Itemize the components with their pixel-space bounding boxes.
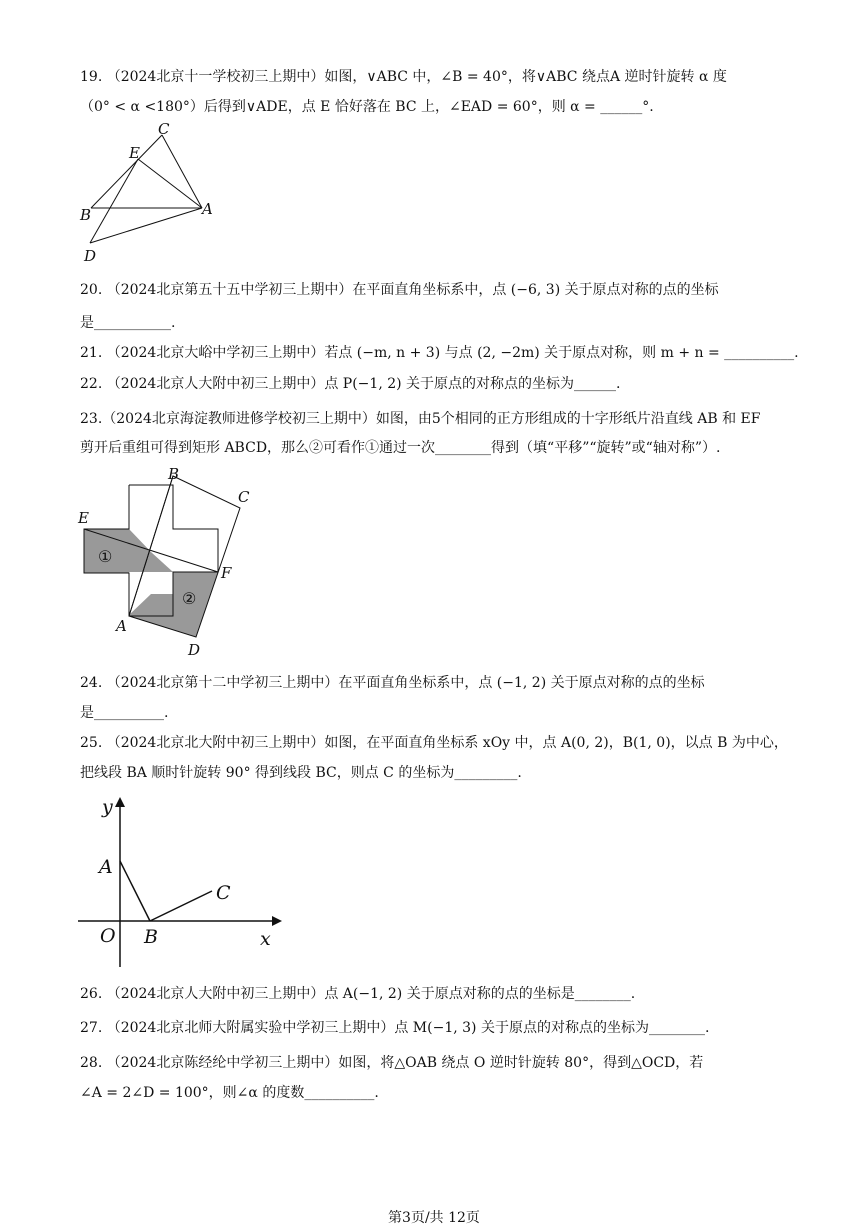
q28-line-1: 28. （2024北京陈经纶中学初三上期中）如图，将△OAB 绕点 O 逆时针旋转 80°，得到△OCD，若	[80, 1055, 704, 1071]
fig25-label-c: C	[216, 882, 231, 904]
fig25-label-y: y	[102, 796, 113, 818]
fig25-x-arrow	[272, 916, 282, 926]
fig19-label-a: A	[202, 200, 213, 218]
fig19-label-c: C	[158, 122, 170, 138]
fig19-triangles	[72, 122, 222, 264]
fig19-line-bc	[91, 135, 162, 208]
fig25-label-x: x	[260, 928, 271, 950]
q25-line-2: 把线段 BA 顺时针旋转 90° 得到线段 BC，则点 C 的坐标为_________.	[80, 765, 522, 781]
fig25-segment-ab	[120, 861, 150, 921]
fig25-coordinate-plane	[72, 795, 292, 970]
q20-line-2: 是___________.	[80, 315, 176, 331]
q20-line-1: 20. （2024北京第五十五中学初三上期中）在平面直角坐标系中，点 (−6, 3) 关于原点对称的点的坐标	[80, 282, 719, 298]
q28-line-2: ∠A = 2∠D = 100°，则∠α 的度数__________.	[80, 1085, 379, 1101]
fig25-label-b: B	[144, 926, 158, 948]
q24-line-2: 是__________.	[80, 705, 169, 721]
fig19-label-d: D	[84, 247, 97, 264]
q24-line-1: 24. （2024北京第十二中学初三上期中）在平面直角坐标系中，点 (−1, 2) 关于原点对称的点的坐标	[80, 675, 705, 691]
fig23-label-circle-1: ①	[98, 547, 113, 566]
fig25-label-a: A	[99, 856, 113, 878]
fig23-label-b: B	[168, 465, 180, 483]
q26-line-1: 26. （2024北京人大附中初三上期中）点 A(−1, 2) 关于原点对称的点的坐标是________.	[80, 986, 636, 1002]
q23-line-2: 剪开后重组可得到矩形 ABCD，那么②可看作①通过一次________得到（填“平移”“旋转”或“轴对称”）.	[80, 440, 721, 456]
page-footer: 第3页/共 12页	[388, 1210, 480, 1226]
q19-line-1: 19. （2024北京十一学校初三上期中）如图，∨ABC 中，∠B = 40°，将∨ABC 绕点A 逆时针旋转 α 度	[80, 69, 727, 85]
fig25-label-o: O	[100, 925, 116, 947]
q27-line-1: 27. （2024北京北师大附属实验中学初三上期中）点 M(−1, 3) 关于原点的对称点的坐标为________.	[80, 1020, 710, 1036]
fig19-line-ca	[162, 135, 202, 208]
q19-line-2: （0° < α <180°）后得到∨ADE，点 E 恰好落在 BC 上，∠EAD = 60°，则 α = ______°.	[80, 99, 654, 115]
fig25-segment-bc	[150, 891, 212, 921]
fig23-label-f: F	[221, 564, 232, 582]
fig25-y-arrow	[115, 797, 125, 807]
q25-line-1: 25. （2024北京北大附中初三上期中）如图，在平面直角坐标系 xOy 中，点 A(0, 2)，B(1, 0)，以点 B 为中心，	[80, 735, 788, 751]
fig19-label-e: E	[129, 144, 140, 162]
q22-line-1: 22. （2024北京人大附中初三上期中）点 P(−1, 2) 关于原点的对称点的坐标为______.	[80, 376, 621, 392]
fig19-label-b: B	[80, 206, 92, 224]
fig23-label-e: E	[78, 509, 89, 527]
fig23-label-d: D	[188, 641, 201, 659]
fig23-label-a: A	[116, 617, 127, 635]
fig23-label-circle-2: ②	[182, 589, 197, 608]
fig23-label-c: C	[238, 488, 250, 506]
q21-line-1: 21. （2024北京大峪中学初三上期中）若点 (−m, n + 3) 与点 (2, −2m) 关于原点对称，则 m + n = __________.	[80, 345, 799, 361]
q23-line-1: 23.（2024北京海淀教师进修学校初三上期中）如图，由5个相同的正方形组成的十字形纸片沿直线 AB 和 EF	[80, 411, 761, 427]
fig23-cross-figure	[72, 465, 262, 665]
fig19-line-ea	[138, 159, 202, 208]
